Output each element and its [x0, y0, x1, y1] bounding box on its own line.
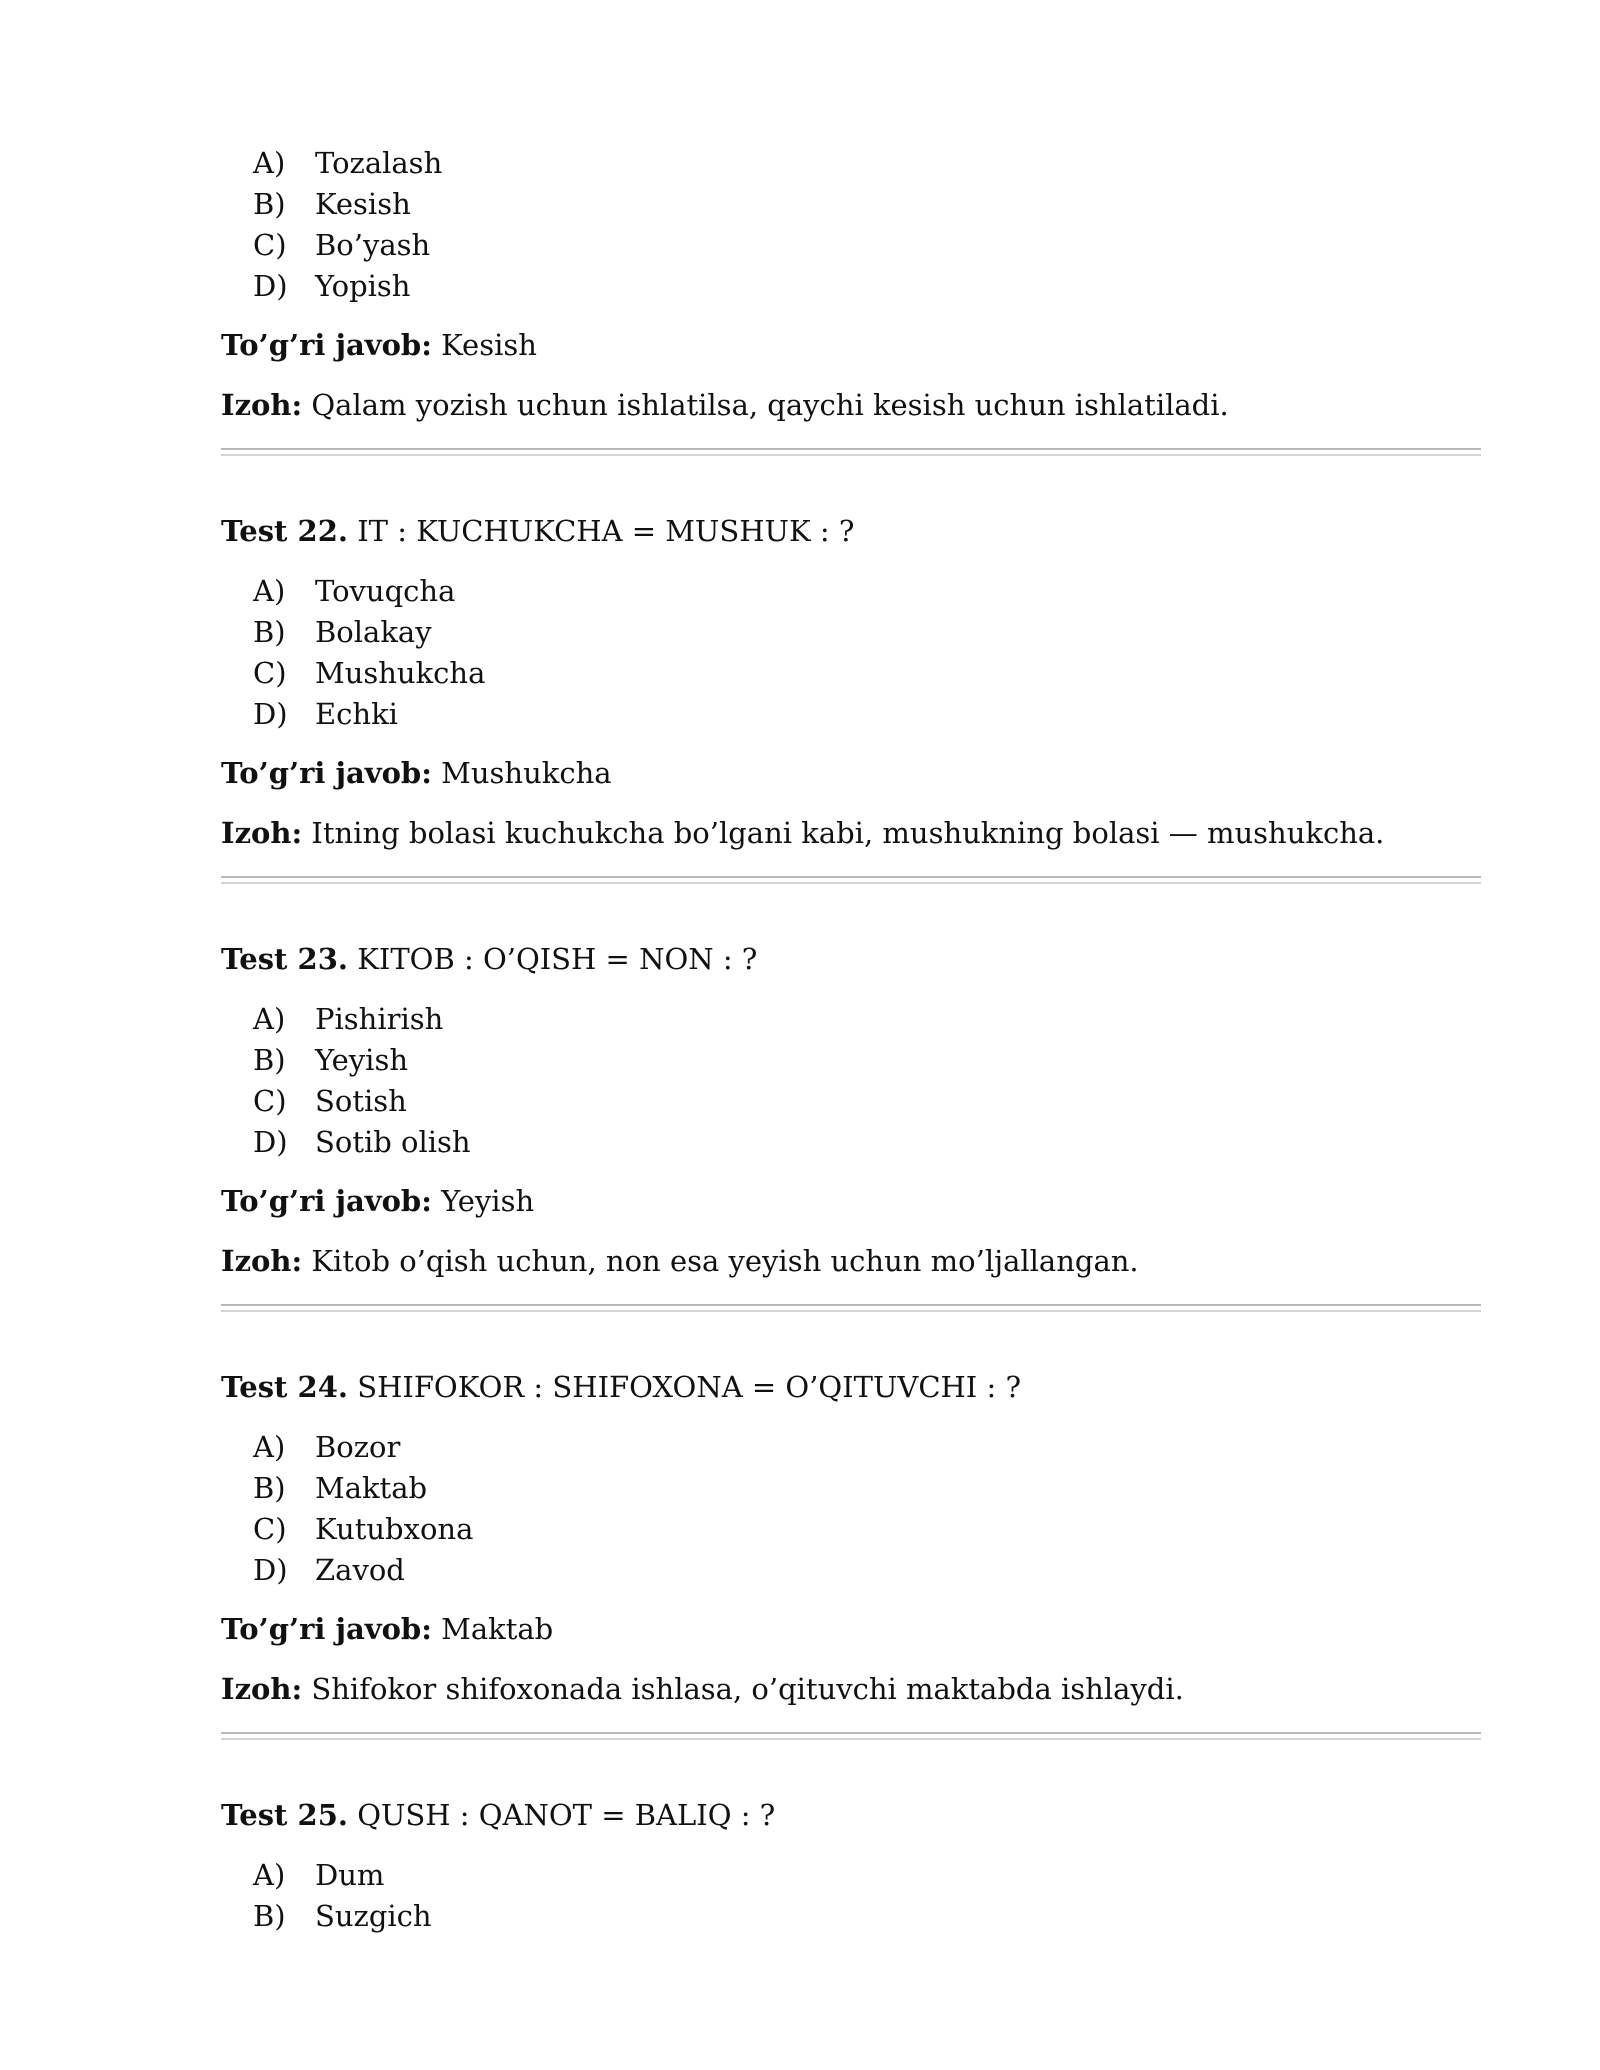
- answer-options: [221, 143, 1481, 307]
- option-c: C) Sotish: [253, 1084, 407, 1118]
- option-a: A) Dum: [253, 1858, 385, 1892]
- explanation: Izoh: Shifokor shifoxonada ishlasa, o’qituvchi maktabda ishlaydi.: [221, 1672, 1184, 1706]
- answer-options: [221, 571, 1481, 735]
- option-c: C) Kutubxona: [253, 1512, 474, 1546]
- option-d: D) Sotib olish: [253, 1125, 471, 1159]
- correct-answer: To’g’ri javob: Yeyish: [221, 1184, 535, 1218]
- question-title: Test 22. IT : KUCHUKCHA = MUSHUK : ?: [221, 514, 855, 548]
- document-page: [221, 143, 1481, 1937]
- test-23: [221, 939, 1481, 1312]
- question-title: Test 25. QUSH : QANOT = BALIQ : ?: [221, 1798, 776, 1832]
- option-b: B) Yeyish: [253, 1043, 409, 1077]
- test-25: [221, 1795, 1481, 1937]
- option-a: A) Tozalash: [253, 146, 443, 180]
- option-c: C) Bo’yash: [253, 228, 431, 262]
- answer-options: [221, 999, 1481, 1163]
- correct-answer: To’g’ri javob: Kesish: [221, 328, 537, 362]
- option-b: B) Kesish: [253, 187, 411, 221]
- answer-options: [221, 1855, 1481, 1937]
- option-a: A) Pishirish: [253, 1002, 444, 1036]
- correct-answer: To’g’ri javob: Maktab: [221, 1612, 554, 1646]
- option-a: A) Bozor: [253, 1430, 401, 1464]
- explanation: Izoh: Kitob o’qish uchun, non esa yeyish uchun mo’ljallangan.: [221, 1244, 1139, 1278]
- question-title: Test 24. SHIFOKOR : SHIFOXONA = O’QITUVCHI : ?: [221, 1370, 1022, 1404]
- explanation: Izoh: Itning bolasi kuchukcha bo’lgani kabi, mushukning bolasi — mushukcha.: [221, 816, 1385, 850]
- option-b: B) Suzgich: [253, 1899, 432, 1933]
- option-d: D) Echki: [253, 697, 398, 731]
- section-divider: [221, 876, 1481, 884]
- section-divider: [221, 1304, 1481, 1312]
- test-22: [221, 511, 1481, 884]
- option-c: C) Mushukcha: [253, 656, 486, 690]
- test-24: [221, 1367, 1481, 1740]
- answer-options: [221, 1427, 1481, 1591]
- test-21-continuation: [221, 143, 1481, 456]
- option-b: B) Maktab: [253, 1471, 428, 1505]
- option-d: D) Zavod: [253, 1553, 405, 1587]
- explanation: Izoh: Qalam yozish uchun ishlatilsa, qaychi kesish uchun ishlatiladi.: [221, 388, 1229, 422]
- option-b: B) Bolakay: [253, 615, 432, 649]
- correct-answer: To’g’ri javob: Mushukcha: [221, 756, 612, 790]
- section-divider: [221, 1732, 1481, 1740]
- section-divider: [221, 448, 1481, 456]
- option-a: A) Tovuqcha: [253, 574, 456, 608]
- option-d: D) Yopish: [253, 269, 411, 303]
- question-title: Test 23. KITOB : O’QISH = NON : ?: [221, 942, 758, 976]
